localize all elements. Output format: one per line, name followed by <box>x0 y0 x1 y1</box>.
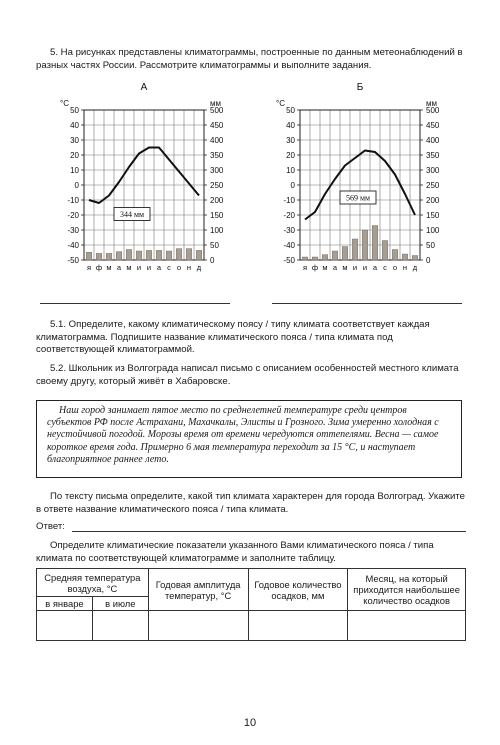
tick-label-temp: -50 <box>283 256 295 265</box>
cell-january[interactable] <box>37 611 93 641</box>
tick-label-precip: 450 <box>426 121 440 130</box>
month-label: м <box>342 263 348 272</box>
signature-line-a[interactable] <box>40 303 230 304</box>
tick-label-precip: 400 <box>426 136 440 145</box>
climatogram-a-svg <box>52 80 232 290</box>
tick-label-temp: 20 <box>286 151 295 160</box>
tick-label-precip: 100 <box>426 226 440 235</box>
month-label: м <box>106 263 112 272</box>
month-label: д <box>412 263 418 272</box>
tick-label-precip: 150 <box>210 211 224 220</box>
tick-label-temp: 40 <box>70 121 79 130</box>
precip-bar <box>332 251 338 260</box>
precip-bar <box>116 252 122 260</box>
precip-bar <box>196 250 202 260</box>
tick-label-precip: 350 <box>210 151 224 160</box>
precip-bar <box>186 249 192 260</box>
precip-bar <box>106 253 112 260</box>
tick-label-precip: 0 <box>210 256 215 265</box>
tick-label-temp: -30 <box>283 226 295 235</box>
precip-bar <box>382 241 388 261</box>
precip-bar <box>402 254 408 260</box>
precip-bar <box>322 255 328 260</box>
th-precip: Годовое количество осадков, мм <box>248 569 348 611</box>
th-avg-temp: Средняя температура воздуха, °С <box>37 569 149 597</box>
question-5-2: 5.2. Школьник из Волгограда написал письмо с описанием особенностей местного климата своему другу, который живёт в Хабаровске. <box>36 363 459 387</box>
tick-label-temp: -50 <box>67 256 79 265</box>
month-label: я <box>302 263 308 272</box>
precip-bar <box>166 251 172 260</box>
tick-label-temp: -40 <box>67 241 79 250</box>
tick-label-temp: -30 <box>67 226 79 235</box>
climate-table <box>36 568 466 641</box>
month-label: с <box>383 263 387 272</box>
tick-label-precip: 250 <box>426 181 440 190</box>
tick-label-temp: 50 <box>286 106 295 115</box>
tick-label-precip: 200 <box>426 196 440 205</box>
precip-bar <box>146 250 152 260</box>
month-label: м <box>322 263 328 272</box>
tick-label-temp: 0 <box>74 181 79 190</box>
month-label: и <box>146 263 152 272</box>
cell-amplitude[interactable] <box>148 611 248 641</box>
tick-label-precip: 50 <box>426 241 435 250</box>
tick-label-temp: -20 <box>67 211 79 220</box>
precip-bar <box>156 250 162 260</box>
unit-celsius: °C <box>60 99 69 108</box>
tick-label-precip: 150 <box>426 211 440 220</box>
month-label: о <box>176 263 182 272</box>
month-label: н <box>402 263 408 272</box>
tick-label-temp: -20 <box>283 211 295 220</box>
tick-label-precip: 200 <box>210 196 224 205</box>
month-label: ф <box>95 263 103 272</box>
cell-precip[interactable] <box>248 611 348 641</box>
unit-celsius: °C <box>276 99 285 108</box>
answer-line[interactable] <box>72 531 466 532</box>
tick-label-precip: 50 <box>210 241 219 250</box>
month-label: ф <box>311 263 319 272</box>
tick-label-temp: -10 <box>67 196 79 205</box>
tick-label-temp: 10 <box>286 166 295 175</box>
month-label: с <box>167 263 171 272</box>
precip-bar <box>126 250 132 261</box>
letter-box <box>36 400 462 478</box>
tick-label-temp: 0 <box>290 181 295 190</box>
tick-label-precip: 0 <box>426 256 431 265</box>
tick-label-temp: 40 <box>286 121 295 130</box>
tick-label-temp: 30 <box>286 136 295 145</box>
month-label: я <box>86 263 92 272</box>
precip-total-label: 344 мм <box>119 210 145 219</box>
precip-bar <box>86 252 92 260</box>
task-intro: 5. На рисунках представлены климатограммы, построенные по данным метеонаблюдений в разных частях России. Рассмотрите климатограммы и выполните задания. <box>36 47 463 71</box>
chart-title: Б <box>356 82 364 93</box>
precip-bar <box>302 257 308 260</box>
month-label: а <box>156 263 162 272</box>
month-label: а <box>332 263 338 272</box>
precip-bar <box>392 250 398 261</box>
tick-label-precip: 350 <box>426 151 440 160</box>
th-wettest-month: Месяц, на который приходится наибольшее количество осадков <box>348 569 466 611</box>
unit-mm: мм <box>426 99 437 108</box>
th-amplitude: Годовая амплитуда температур, °С <box>148 569 248 611</box>
month-label: н <box>186 263 192 272</box>
precip-total-label: 569 мм <box>345 193 371 203</box>
answer-label: Ответ: <box>36 521 65 532</box>
month-label: и <box>352 263 358 272</box>
page-number: 10 <box>243 717 257 729</box>
precip-bar <box>362 230 368 260</box>
cell-wettest-month[interactable] <box>348 611 466 641</box>
tick-label-temp: 10 <box>70 166 79 175</box>
climatogram-b <box>268 80 448 295</box>
climatogram-a <box>52 80 232 295</box>
precip-bar <box>342 247 348 261</box>
th-january: в январе <box>37 597 93 611</box>
climatogram-b-svg <box>268 80 448 290</box>
month-label: и <box>136 263 142 272</box>
tick-label-precip: 400 <box>210 136 224 145</box>
tick-label-precip: 450 <box>210 121 224 130</box>
th-july: в июле <box>92 597 148 611</box>
chart-title: А <box>140 82 148 93</box>
month-label: о <box>392 263 398 272</box>
tick-label-temp: 20 <box>70 151 79 160</box>
tick-label-precip: 250 <box>210 181 224 190</box>
precip-bar <box>176 249 182 260</box>
precip-bar <box>372 226 378 261</box>
question-5-1: 5.1. Определите, какому климатическому поясу / типу климата соответствует каждая климатограмма. Подпишите название климатического пояса / типа климата под соответствующей климатограммой. <box>36 319 430 355</box>
letter-text: Наш город занимает пятое место по среднелетней температуре среди центров субъектов РФ после Астрахани, Махачкалы, Элисты и Грозного. Зима умеренно холодная с неустойчивой погодой. Морозы время от времени чередуются оттепелями. Весна — самое короткое время года. Примерно 6 мая температура переходит за 15 °С, и наступает благоприятное раннее лето. <box>47 405 439 465</box>
precip-bar <box>412 256 418 261</box>
tick-label-precip: 500 <box>210 106 224 115</box>
question-climate-type: По тексту письма определите, какой тип климата характерен для города Волгоград. Укажите в ответе название климатического пояса / типа климата. <box>36 491 465 515</box>
month-label: д <box>196 263 202 272</box>
precip-bar <box>96 253 102 260</box>
signature-line-b[interactable] <box>272 303 462 304</box>
month-label: а <box>372 263 378 272</box>
precip-bar <box>352 239 358 260</box>
tick-label-temp: 50 <box>70 106 79 115</box>
precip-bar <box>312 257 318 260</box>
question-table: Определите климатические показатели указанного Вами климатического пояса / типа климата по соответствующей климатограмме и заполните таблицу. <box>36 540 434 564</box>
tick-label-temp: -40 <box>283 241 295 250</box>
tick-label-precip: 300 <box>210 166 224 175</box>
month-label: м <box>126 263 132 272</box>
precip-bar <box>136 251 142 260</box>
cell-july[interactable] <box>92 611 148 641</box>
tick-label-precip: 500 <box>426 106 440 115</box>
month-label: и <box>362 263 368 272</box>
tick-label-temp: 30 <box>70 136 79 145</box>
tick-label-precip: 300 <box>426 166 440 175</box>
tick-label-temp: -10 <box>283 196 295 205</box>
tick-label-precip: 100 <box>210 226 224 235</box>
unit-mm: мм <box>210 99 221 108</box>
month-label: а <box>116 263 122 272</box>
